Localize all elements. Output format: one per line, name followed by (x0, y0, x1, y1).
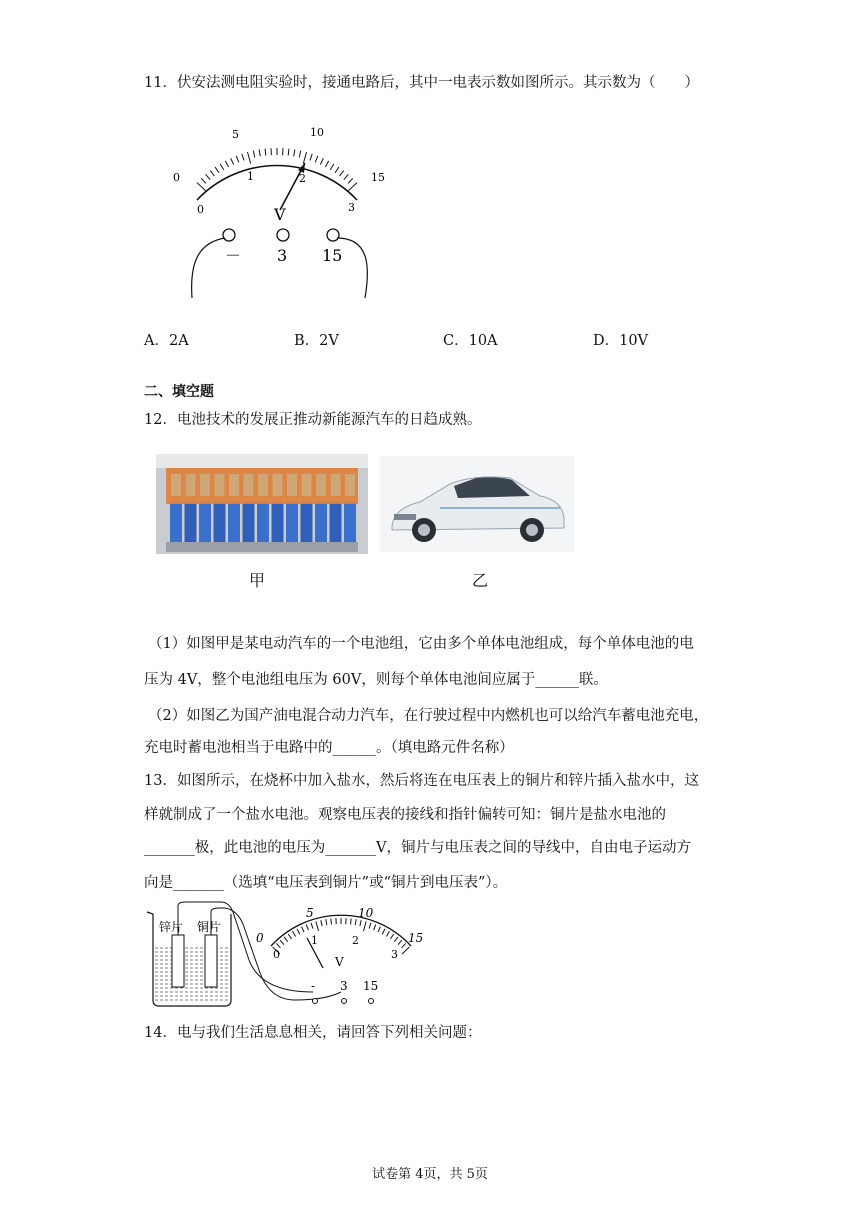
option-b: B．2V (294, 333, 339, 349)
bottom-scale-3: 3 (348, 201, 355, 214)
q13-terminal-negative (313, 999, 318, 1004)
q13-terminal-label-3: 3 (340, 979, 348, 993)
q13-bottom-scale-3: 3 (391, 948, 398, 961)
copper-label: 铜片 (197, 920, 222, 934)
voltmeter-scale-ticks (197, 148, 357, 191)
q12-part1-line1: （1）如图甲是某电动汽车的一个电池组，它由多个单体电池组成，每个单体电池的电 (148, 636, 694, 652)
terminal-label-15: 15 (322, 246, 343, 265)
option-d: D．10V (593, 333, 649, 349)
voltmeter-scale-arc (197, 165, 357, 200)
salt-water-battery-figure (145, 900, 435, 1015)
zinc-plate (172, 935, 184, 987)
q13-top-scale-0: 0 (256, 931, 264, 945)
q11-question: 11．伏安法测电阻实验时，接通电路后，其中一电表示数如图所示。其示数为（ ） (144, 75, 699, 91)
terminal-15 (327, 229, 339, 241)
q12-part2-line2: 充电时蓄电池相当于电路中的______。（填电路元件名称） (144, 740, 514, 756)
q13-voltmeter-symbol: V (335, 955, 344, 969)
option-c: C．10A (443, 333, 498, 349)
terminal-label-negative: － (225, 246, 242, 265)
top-scale-5: 5 (232, 128, 239, 141)
voltmeter-symbol: V (274, 205, 286, 224)
q13-top-scale-5: 5 (306, 906, 314, 920)
left-wire (192, 238, 225, 298)
bottom-scale-1: 1 (247, 170, 254, 183)
q12-part1-line2: 压为 4V，整个电池组电压为 60V，则每个单体电池间应属于______联。 (144, 672, 608, 688)
q13-terminal-3 (342, 999, 347, 1004)
q12-question: 12．电池技术的发展正推动新能源汽车的日趋成熟。 (144, 412, 482, 428)
q13-line4: 向是_______（选填“电压表到铜片”或“铜片到电压表”）。 (144, 875, 508, 891)
q13-line3: _______极，此电池的电压为_______V，铜片与电压表之间的导线中，自由电子运动方 (144, 840, 691, 856)
top-scale-10: 10 (310, 126, 324, 139)
hybrid-car-photo (380, 456, 574, 552)
q13-bottom-scale-2: 2 (352, 934, 359, 947)
photo-label-yi: 乙 (472, 571, 489, 590)
top-scale-15: 15 (371, 171, 385, 184)
option-a: A．2A (144, 333, 189, 349)
section-heading: 二、填空题 (144, 384, 214, 400)
q12-part2-line1: （2）如图乙为国产油电混合动力汽车，在行驶过程中内燃机也可以给汽车蓄电池充电， (148, 708, 709, 724)
q13-top-scale-15: 15 (408, 931, 424, 945)
bottom-scale-0: 0 (197, 203, 204, 216)
q14-question: 14．电与我们生活息息相关，请回答下列相关问题： (144, 1025, 482, 1041)
q13-terminal-label-negative: - (311, 979, 316, 993)
terminal-label-3: 3 (277, 246, 288, 265)
copper-plate (205, 935, 217, 987)
top-scale-0: 0 (173, 171, 180, 184)
voltmeter-figure-q11 (165, 118, 405, 308)
photo-label-jia: 甲 (249, 571, 266, 590)
zinc-wire (178, 902, 316, 993)
q13-bottom-scale-0: 0 (273, 948, 280, 961)
battery-pack-photo (156, 454, 368, 554)
q13-line2: 样就制成了一个盐水电池。观察电压表的接线和指针偏转可知：铜片是盐水电池的 (144, 807, 666, 823)
q13-top-scale-10: 10 (358, 906, 374, 920)
page-footer: 试卷第 4页，共 5页 (372, 1167, 488, 1182)
q13-terminal-15 (369, 999, 374, 1004)
q13-terminal-label-15: 15 (363, 979, 379, 993)
voltmeter-scale-ticks-q13 (273, 918, 410, 954)
salt-water (155, 948, 229, 1000)
q13-line1: 13．如图所示，在烧杯中加入盐水，然后将连在电压表上的铜片和锌片插入盐水中，这 (144, 773, 699, 789)
bottom-scale-2: 2 (299, 172, 306, 185)
terminal-negative (223, 229, 235, 241)
q13-bottom-scale-1: 1 (311, 934, 318, 947)
terminal-3 (277, 229, 289, 241)
zinc-label: 锌片 (159, 920, 184, 934)
